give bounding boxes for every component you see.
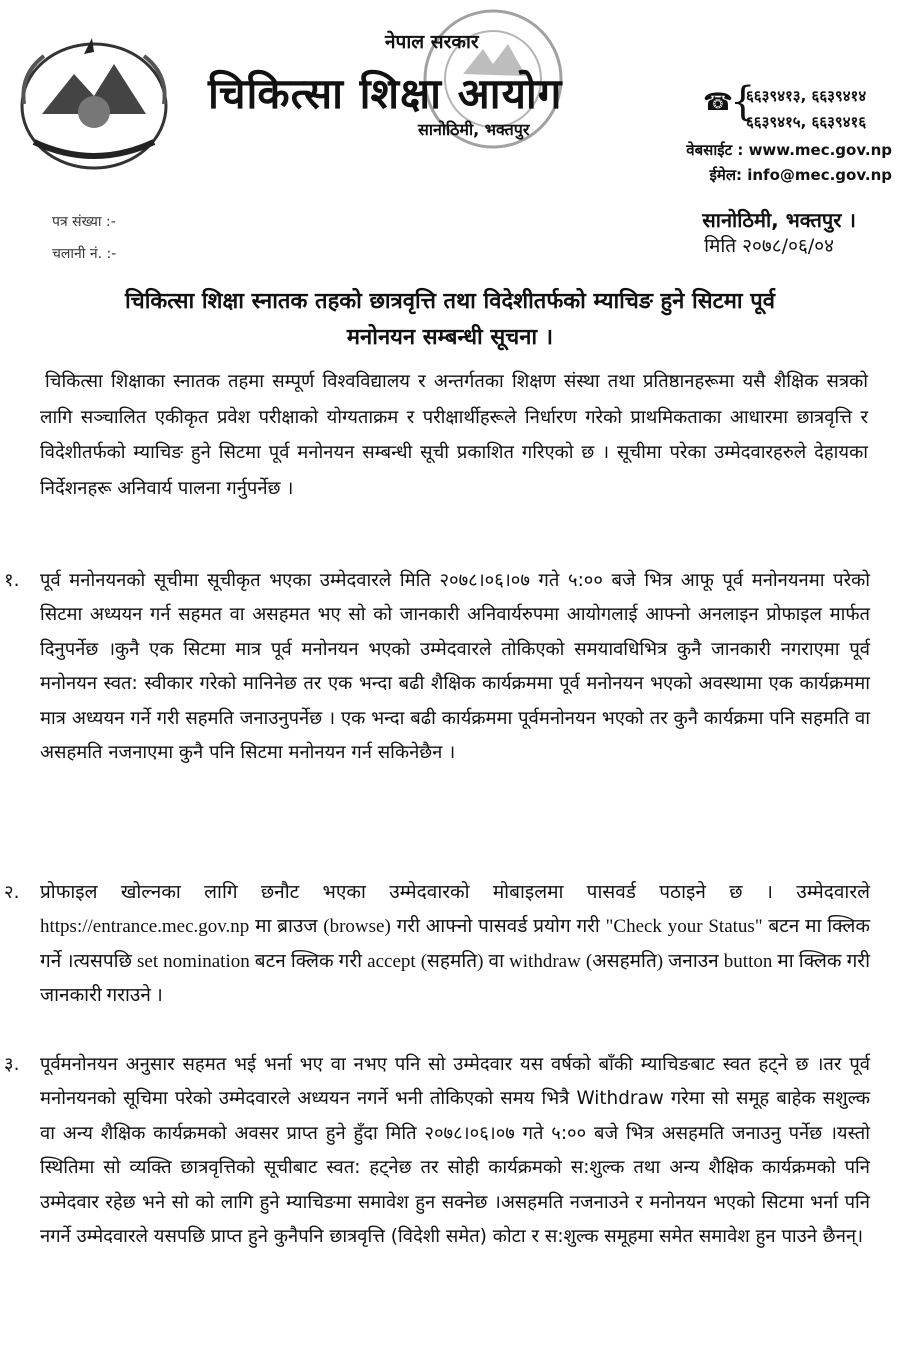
- phone-icon: ☎: [703, 88, 733, 116]
- item-number: २.: [4, 882, 20, 903]
- phone-numbers-line1: ६६३९४१३, ६६३९४१४: [746, 87, 867, 105]
- notice-title-line1: चिकित्सा शिक्षा स्नातक तहको छात्रवृत्ति तथा विदेशीतर्फको म्याचिङ हुने सिटमा पूर्व: [125, 289, 775, 314]
- letter-date: मिति २०७८/०६/०४: [704, 235, 834, 257]
- notice-title: [30, 284, 870, 356]
- website: वेबसाईट : www.mec.gov.np: [686, 141, 892, 159]
- item-text: पूर्व मनोनयनको सूचीमा सूचीकृत भएका उम्मेदवारले मिति २०७८।०६।०७ गते ५:०० बजे भित्र आफू पूर्व मनोनयनमा परेको सिटमा अध्ययन गर्न सहमत वा असहमत भए सो को जानकारी अनिवार्यरुपमा आयोगलाई आफ्नो अनलाइन प्रोफाइल मार्फत दिनुपर्नेछ ।कुनै एक सिटमा मात्र पूर्व मनोनयन भएको उम्मेदवारले तोकिएको समयावधिभित्र कुनै जानकारी नगराएमा पूर्व मनोनयन स्वत: स्वीकार गरेको मानिनेछ तर एक भन्दा बढी शैक्षिक कार्यक्रममा पूर्व मनोनयन भएको अवस्थामा एक कार्यक्रममा मात्र अध्ययन गर्ने गरी सहमति जनाउनुपर्नेछ । एक भन्दा बढी कार्यक्रममा पूर्वमनोनयन भएको तर कुनै कार्यक्रमा पनि सहमति वा असहमति नजनाएमा कुनै पनि सिटमा मनोनयन गर्न सकिनेछैन ।: [40, 570, 870, 764]
- item-number: १.: [4, 570, 20, 591]
- letter-number-label: पत्र संख्या :-: [52, 214, 116, 230]
- office-name: चिकित्सा शिक्षा आयोग: [208, 69, 563, 118]
- dispatch-number-label: चलानी नं. :-: [52, 246, 117, 262]
- item-text: प्रोफाइल खोल्नका लागि छनौट भएका उम्मेदवारको मोबाइलमा पासवर्ड पठाइने छ । उम्मेदवारले https://entrance.mec.gov.np मा ब्राउज (browse) गरी आफ्नो पासवर्ड प्रयोग गरी "Check your Status" बटन मा क्लिक गर्ने ।त्यसपछि set nomination बटन क्लिक गरी accept (सहमति) वा withdraw (असहमति) जनाउन button मा क्लिक गरी जानकारी गराउने ।: [40, 882, 870, 1007]
- nepal-emblem-icon: [14, 34, 174, 174]
- instruction-item: [4, 564, 870, 770]
- item-number: ३.: [4, 1054, 20, 1075]
- item-text: पूर्वमनोनयन अनुसार सहमत भई भर्ना भए वा नभए पनि सो उम्मेदवार यस वर्षको बाँकी म्याचिङबाट स्वत हट्ने छ ।तर पूर्व मनोनयनको सूचिमा परेको उम्मेदवारले अध्ययन नगर्ने भनी तोकिएको समय भित्रै Withdraw गरेमा सो समूह बाहेक सशुल्क वा अन्य शैक्षिक कार्यक्रमको अवसर प्राप्त हुने हुँदा मिति २०७८।०६।०७ गते ५:०० बजे भित्र असहमति जनाउनु पर्नेछ ।यस्तो स्थितिमा सो व्यक्ति छात्रवृत्तिको सूचीबाट स्वत: हट्नेछ तर सोही कार्यक्रमको स:शुल्क तथा अन्य शैक्षिक कार्यक्रमको पनि उम्मेदवार रहेछ भने सो को लागि हुने म्याचिङमा समावेश हुन सक्नेछ ।असहमति नजनाउने र मनोनयन भएको सिटमा भर्ना पनि नगर्ने उम्मेदवारले यसपछि प्राप्त हुने कुनैपनि छात्रवृत्ति (विदेशी समेत) कोटा र स:शुल्क समूहमा समेत समावेश हुन पाउने छैनन्।: [40, 1054, 870, 1248]
- office-address: सानोठिमी, भक्तपुर: [418, 120, 530, 139]
- intro-paragraph: चिकित्सा शिक्षाका स्नातक तहमा सम्पूर्ण विश्वविद्यालय र अन्तर्गतका शिक्षण संस्था तथा प्रतिष्ठानहरूमा यसै शैक्षिक सत्रको लागि सञ्चालित एकीकृत प्रवेश परीक्षाको योग्यताक्रम र परीक्षार्थीहरूले निर्धारण गरेको प्राथमिकताका आधारमा छात्रवृत्ति र विदेशीतर्फको म्याचिङ हुने सिटमा पूर्व मनोनयन सम्बन्धी सूची प्रकाशित गरिएको छ । सूचीमा परेका उम्मेदवारहरुले देहायका निर्देशनहरू अनिवार्य पालना गर्नुपर्नेछ ।: [40, 371, 868, 500]
- instruction-item: [4, 1048, 870, 1254]
- instruction-item: [4, 876, 870, 1014]
- email: ईमेल: info@mec.gov.np: [709, 166, 892, 184]
- notice-title-line2: मनोनयन सम्बन्धी सूचना ।: [346, 325, 554, 350]
- place: सानोठिमी, भक्तपुर ।: [702, 208, 856, 232]
- brace-icon: {: [730, 79, 756, 125]
- government-name: नेपाल सरकार: [385, 31, 479, 53]
- phone-numbers-line2: ६६३९४१५, ६६३९४१६: [746, 113, 867, 131]
